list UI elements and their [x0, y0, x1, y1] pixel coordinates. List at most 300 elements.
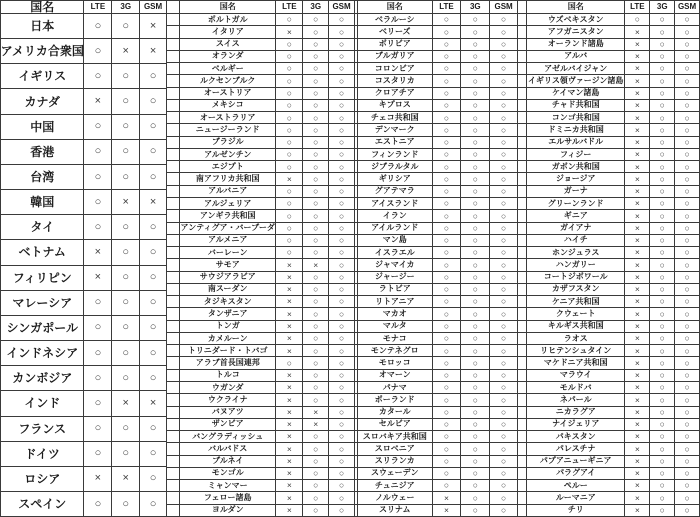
3g-mark: ○ — [650, 468, 675, 480]
3g-mark: ○ — [303, 370, 329, 382]
table-row — [358, 88, 518, 100]
table-body — [527, 14, 700, 517]
country-name: ザンビア — [180, 419, 276, 431]
gsm-mark: ○ — [675, 296, 700, 308]
gsm-mark: ○ — [490, 370, 518, 382]
lte-mark: × — [625, 357, 650, 369]
table-row — [180, 443, 355, 455]
3g-mark: ○ — [650, 100, 675, 112]
3g-mark: ○ — [650, 223, 675, 235]
gsm-mark: ○ — [329, 443, 355, 455]
gsm-mark: ○ — [329, 173, 355, 185]
3g-mark: ○ — [650, 456, 675, 468]
country-name: グリーンランド — [527, 198, 625, 210]
country-name: アイルランド — [358, 223, 433, 235]
3g-mark: ○ — [461, 75, 490, 87]
gridline-fragment — [167, 357, 179, 369]
lte-mark: × — [276, 370, 303, 382]
table-row — [1, 467, 167, 492]
country-name: イギリス — [1, 64, 84, 89]
gsm-mark: ○ — [490, 247, 518, 259]
lte-mark: × — [625, 443, 650, 455]
table-row — [180, 345, 355, 357]
table-header-row — [1, 1, 167, 14]
lte-mark: × — [625, 296, 650, 308]
3g-mark: ○ — [650, 333, 675, 345]
lte-mark: × — [84, 89, 112, 114]
gridline-fragment — [167, 480, 179, 492]
gsm-mark: ○ — [490, 357, 518, 369]
gsm-mark: ○ — [490, 259, 518, 271]
lte-mark: ○ — [276, 112, 303, 124]
country-name: ノルウェー — [358, 492, 433, 504]
3g-mark: ○ — [303, 112, 329, 124]
3g-mark: ○ — [461, 51, 490, 63]
gridline-fragment — [167, 173, 179, 185]
country-name: カタール — [358, 407, 433, 419]
table-row — [1, 190, 167, 215]
country-name: ジョージア — [527, 173, 625, 185]
table-row — [180, 39, 355, 51]
3g-mark: ○ — [461, 492, 490, 504]
country-name: 香港 — [1, 140, 84, 165]
country-name: エルサルバドル — [527, 137, 625, 149]
table-row — [527, 357, 700, 369]
lte-mark: × — [625, 161, 650, 173]
3g-mark: ○ — [303, 456, 329, 468]
gridline-fragment — [167, 198, 179, 210]
lte-mark: ○ — [433, 198, 462, 210]
3g-mark: × — [112, 391, 140, 416]
lte-mark: ○ — [433, 210, 462, 222]
country-name: モルドバ — [527, 382, 625, 394]
table-row — [527, 235, 700, 247]
gridline-fragment — [167, 149, 179, 161]
table-row — [527, 223, 700, 235]
table-row — [180, 223, 355, 235]
3g-mark: ○ — [650, 149, 675, 161]
gridline-fragment — [518, 407, 526, 419]
table-row — [527, 431, 700, 443]
country-name: ペルー — [527, 480, 625, 492]
lte-mark: ○ — [84, 492, 112, 517]
country-table-group-3 — [357, 0, 518, 517]
country-name: バーレーン — [180, 247, 276, 259]
lte-mark: ○ — [276, 149, 303, 161]
country-name: ウクライナ — [180, 394, 276, 406]
lte-mark: × — [625, 247, 650, 259]
gsm-mark: ○ — [675, 308, 700, 320]
gridline-fragment — [167, 26, 179, 38]
table-row — [180, 100, 355, 112]
3g-mark: ○ — [303, 382, 329, 394]
3g-mark: ○ — [650, 480, 675, 492]
lte-mark: × — [625, 112, 650, 124]
country-name: トンガ — [180, 321, 276, 333]
3g-mark: ○ — [303, 186, 329, 198]
gsm-mark: ○ — [490, 284, 518, 296]
gridline-fragment — [518, 357, 526, 369]
3g-mark: ○ — [461, 63, 490, 75]
gsm-mark: ○ — [675, 14, 700, 26]
gsm-mark: ○ — [490, 149, 518, 161]
lte-mark: × — [276, 431, 303, 443]
gsm-mark: ○ — [329, 480, 355, 492]
3g-mark: ○ — [303, 492, 329, 504]
lte-mark: × — [625, 456, 650, 468]
table-row — [527, 443, 700, 455]
lte-mark: × — [625, 124, 650, 136]
3g-mark: ○ — [303, 51, 329, 63]
table-row — [527, 370, 700, 382]
3g-mark: ○ — [650, 112, 675, 124]
3g-mark: ○ — [461, 419, 490, 431]
table-row — [180, 26, 355, 38]
3g-mark: ○ — [303, 210, 329, 222]
table-row — [527, 480, 700, 492]
table-row — [358, 443, 518, 455]
gridline-fragment — [167, 370, 179, 382]
3g-mark: ○ — [303, 26, 329, 38]
gsm-mark: ○ — [675, 235, 700, 247]
country-name: アンティグア・バーブーダ — [180, 223, 276, 235]
lte-mark: ○ — [433, 235, 462, 247]
lte-mark: ○ — [433, 296, 462, 308]
gsm-mark: ○ — [140, 467, 167, 492]
table-row — [180, 186, 355, 198]
gsm-mark: ○ — [490, 468, 518, 480]
table-row — [527, 137, 700, 149]
country-name: ルーマニア — [527, 492, 625, 504]
gsm-mark: ○ — [490, 333, 518, 345]
lte-mark: ○ — [433, 370, 462, 382]
3g-mark: ○ — [303, 124, 329, 136]
table-row — [358, 161, 518, 173]
header-3g: 3G — [461, 1, 490, 14]
gsm-mark: ○ — [329, 149, 355, 161]
country-name: フィンランド — [358, 149, 433, 161]
gsm-mark: ○ — [329, 161, 355, 173]
country-name: ネパール — [527, 394, 625, 406]
lte-mark: ○ — [433, 407, 462, 419]
lte-mark: × — [625, 468, 650, 480]
country-name: ブルネイ — [180, 456, 276, 468]
country-name: イスラエル — [358, 247, 433, 259]
gridline-fragment — [518, 51, 526, 63]
gridline-fragment — [518, 112, 526, 124]
3g-mark: ○ — [650, 321, 675, 333]
3g-mark: ○ — [112, 442, 140, 467]
3g-mark: ○ — [461, 186, 490, 198]
table-row — [358, 124, 518, 136]
table-row — [527, 468, 700, 480]
country-name: ニュージーランド — [180, 124, 276, 136]
3g-mark: ○ — [112, 165, 140, 190]
table-row — [358, 235, 518, 247]
3g-mark: ○ — [461, 333, 490, 345]
lte-mark: × — [433, 505, 462, 517]
country-name: タンザニア — [180, 308, 276, 320]
lte-mark: × — [276, 259, 303, 271]
gsm-mark: ○ — [490, 39, 518, 51]
lte-mark: × — [625, 419, 650, 431]
header-country-name: 国名 — [1, 1, 84, 14]
country-name: ケニア共和国 — [527, 296, 625, 308]
3g-mark: ○ — [112, 115, 140, 140]
table-row — [358, 505, 518, 517]
country-name: イラン — [358, 210, 433, 222]
lte-mark: ○ — [433, 247, 462, 259]
table-row — [358, 284, 518, 296]
gsm-mark: ○ — [329, 39, 355, 51]
gridline-fragment — [167, 431, 179, 443]
lte-mark: × — [625, 272, 650, 284]
3g-mark: ○ — [461, 235, 490, 247]
3g-mark: ○ — [303, 443, 329, 455]
country-name: チュニジア — [358, 480, 433, 492]
gsm-mark: ○ — [490, 345, 518, 357]
header-gsm: GSM — [675, 1, 700, 14]
gsm-mark: ○ — [490, 75, 518, 87]
country-name: マケドニア共和国 — [527, 357, 625, 369]
country-name: スウェーデン — [358, 468, 433, 480]
gsm-mark: ○ — [490, 321, 518, 333]
table-row — [358, 296, 518, 308]
table-row — [358, 394, 518, 406]
3g-mark: ○ — [650, 173, 675, 185]
3g-mark: ○ — [303, 100, 329, 112]
country-name: オーストラリア — [180, 112, 276, 124]
country-name: ドミニカ共和国 — [527, 124, 625, 136]
gridline-fragment — [167, 124, 179, 136]
table-row — [527, 63, 700, 75]
3g-mark: ○ — [650, 345, 675, 357]
table-row — [527, 100, 700, 112]
table-row — [180, 137, 355, 149]
3g-mark: ○ — [650, 308, 675, 320]
gridline-fragment — [167, 186, 179, 198]
gsm-mark: ○ — [329, 137, 355, 149]
gsm-mark: ○ — [490, 112, 518, 124]
header-gsm: GSM — [140, 1, 167, 14]
table-row — [527, 112, 700, 124]
gsm-mark: ○ — [329, 345, 355, 357]
table-row — [527, 186, 700, 198]
lte-mark: ○ — [433, 272, 462, 284]
3g-mark: ○ — [650, 39, 675, 51]
gridline-fragment — [518, 137, 526, 149]
gsm-mark: ○ — [675, 321, 700, 333]
lte-mark: ○ — [433, 394, 462, 406]
table-row — [180, 161, 355, 173]
lte-mark: × — [625, 210, 650, 222]
3g-mark: ○ — [650, 186, 675, 198]
3g-mark: ○ — [303, 235, 329, 247]
lte-mark: ○ — [276, 63, 303, 75]
gridline-fragment — [167, 456, 179, 468]
country-name: パプアニューギニア — [527, 456, 625, 468]
3g-mark: ○ — [303, 296, 329, 308]
gsm-mark: ○ — [329, 124, 355, 136]
country-name: オランダ — [180, 51, 276, 63]
country-name: ジブラルタル — [358, 161, 433, 173]
gsm-mark: ○ — [675, 124, 700, 136]
lte-mark: ○ — [433, 321, 462, 333]
country-name: 台湾 — [1, 165, 84, 190]
lte-mark: × — [276, 345, 303, 357]
table-row — [358, 468, 518, 480]
gsm-mark: ○ — [490, 26, 518, 38]
table-row — [180, 370, 355, 382]
lte-mark: ○ — [433, 149, 462, 161]
gsm-mark: ○ — [490, 431, 518, 443]
country-name: コスタリカ — [358, 75, 433, 87]
country-name: インド — [1, 391, 84, 416]
lte-mark: ○ — [84, 291, 112, 316]
gsm-mark: ○ — [490, 124, 518, 136]
country-name: コロンビア — [358, 63, 433, 75]
lte-mark: × — [276, 443, 303, 455]
lte-mark: ○ — [276, 247, 303, 259]
table-row — [180, 112, 355, 124]
lte-mark: ○ — [433, 173, 462, 185]
country-name: キプロス — [358, 100, 433, 112]
table-row — [358, 149, 518, 161]
gridline-fragment — [167, 75, 179, 87]
lte-mark: × — [84, 467, 112, 492]
gsm-mark: ○ — [490, 272, 518, 284]
3g-mark: × — [303, 419, 329, 431]
3g-mark: ○ — [303, 284, 329, 296]
3g-mark: ○ — [650, 431, 675, 443]
gridline-fragment — [518, 308, 526, 320]
country-name: オマーン — [358, 370, 433, 382]
header-3g: 3G — [650, 1, 675, 14]
gridline-fragment — [518, 186, 526, 198]
table-row — [1, 366, 167, 391]
gridline-fragment — [518, 456, 526, 468]
3g-mark: ○ — [303, 137, 329, 149]
table-row — [358, 186, 518, 198]
table-row — [180, 198, 355, 210]
gsm-mark: ○ — [675, 210, 700, 222]
3g-mark: ○ — [112, 14, 140, 39]
country-name: ブラジル — [180, 137, 276, 149]
table-row — [358, 51, 518, 63]
gsm-mark: ○ — [140, 366, 167, 391]
gsm-mark: ○ — [675, 247, 700, 259]
country-name: モンゴル — [180, 468, 276, 480]
gridline-fragment — [518, 480, 526, 492]
gridline-fragment — [518, 100, 526, 112]
lte-mark: × — [625, 235, 650, 247]
gsm-mark: ○ — [675, 345, 700, 357]
lte-mark: ○ — [433, 345, 462, 357]
gsm-mark: ○ — [329, 284, 355, 296]
gsm-mark: ○ — [675, 382, 700, 394]
gridline-fragment — [518, 26, 526, 38]
gridline-fragment — [518, 210, 526, 222]
gsm-mark: ○ — [140, 64, 167, 89]
country-table-group-4 — [526, 0, 700, 517]
gsm-mark: ○ — [329, 492, 355, 504]
gsm-mark: ○ — [329, 419, 355, 431]
country-name: パキスタン — [527, 431, 625, 443]
lte-mark: ○ — [276, 186, 303, 198]
header-3g: 3G — [303, 1, 329, 14]
gsm-mark: ○ — [490, 161, 518, 173]
lte-mark: × — [625, 259, 650, 271]
3g-mark: ○ — [112, 140, 140, 165]
country-name: スリランカ — [358, 456, 433, 468]
lte-mark: × — [625, 382, 650, 394]
lte-mark: ○ — [276, 235, 303, 247]
gsm-mark: ○ — [140, 442, 167, 467]
table-row — [180, 394, 355, 406]
country-name: スリナム — [358, 505, 433, 517]
lte-mark: ○ — [84, 417, 112, 442]
table-row — [180, 124, 355, 136]
lte-mark: ○ — [433, 443, 462, 455]
3g-mark: ○ — [650, 505, 675, 517]
3g-mark: ○ — [461, 124, 490, 136]
table-body — [180, 14, 355, 517]
gsm-mark: ○ — [675, 407, 700, 419]
table-row — [358, 14, 518, 26]
3g-mark: ○ — [303, 173, 329, 185]
gridline-fragment — [167, 468, 179, 480]
table-row — [180, 480, 355, 492]
gsm-mark: ○ — [490, 308, 518, 320]
table-row — [1, 316, 167, 341]
gsm-mark: ○ — [675, 39, 700, 51]
table-row — [180, 173, 355, 185]
table-row — [358, 357, 518, 369]
gsm-mark: ○ — [140, 316, 167, 341]
3g-mark: ○ — [303, 75, 329, 87]
column-gutter — [167, 0, 179, 517]
3g-mark: ○ — [650, 198, 675, 210]
table-row — [527, 88, 700, 100]
table-row — [358, 100, 518, 112]
gridline-fragment — [167, 321, 179, 333]
country-name: ケイマン諸島 — [527, 88, 625, 100]
3g-mark: ○ — [461, 259, 490, 271]
table-row — [180, 296, 355, 308]
country-name: エジプト — [180, 161, 276, 173]
3g-mark: ○ — [303, 272, 329, 284]
lte-mark: × — [84, 240, 112, 265]
gsm-mark: ○ — [329, 468, 355, 480]
gridline-fragment — [518, 284, 526, 296]
lte-mark: ○ — [84, 366, 112, 391]
3g-mark: ○ — [461, 88, 490, 100]
lte-mark: ○ — [433, 51, 462, 63]
table-header-row — [358, 1, 518, 14]
table-row — [180, 407, 355, 419]
gsm-mark: ○ — [490, 296, 518, 308]
gsm-mark: ○ — [490, 419, 518, 431]
gsm-mark: ○ — [329, 259, 355, 271]
gsm-mark: ○ — [329, 210, 355, 222]
gsm-mark: ○ — [490, 480, 518, 492]
table-row — [527, 394, 700, 406]
lte-mark: ○ — [433, 382, 462, 394]
gsm-mark: ○ — [490, 394, 518, 406]
lte-mark: × — [625, 308, 650, 320]
lte-mark: ○ — [433, 419, 462, 431]
country-name: アイスランド — [358, 198, 433, 210]
